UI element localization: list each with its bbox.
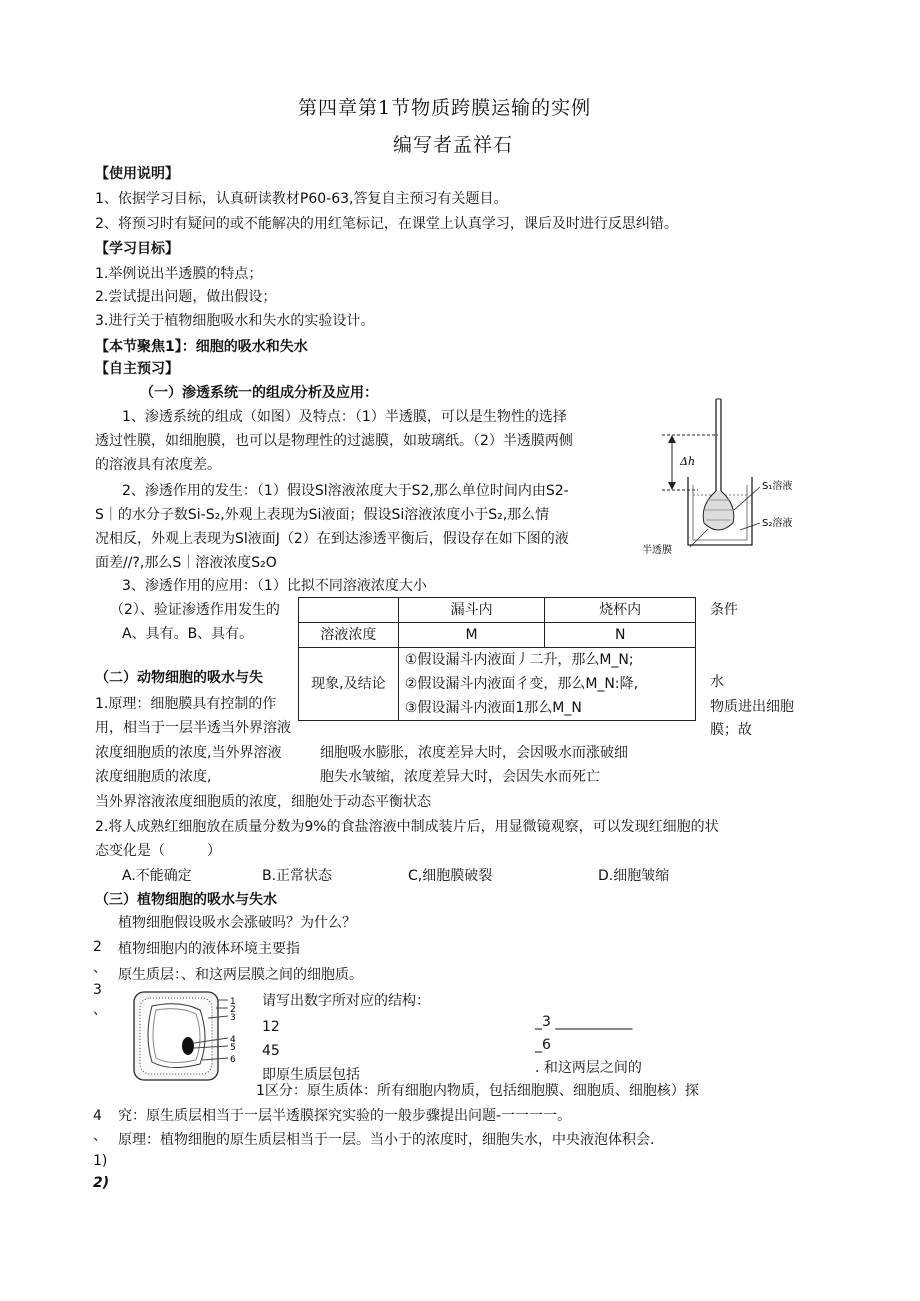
focus-heading: 【本节聚焦1】：细胞的吸水和失水 [95, 339, 308, 355]
section3-number-4: 4 [93, 1108, 102, 1124]
section3-question2: 植物细胞内的液体环境主要指 [118, 941, 300, 957]
protoplasm-layer-tail: . 和这两层之间的 [535, 1060, 642, 1076]
section1-p2-line4: 面差//?,那么S｜溶液浓度S₂O [95, 555, 277, 571]
section3-mark-1: 、 [93, 960, 107, 976]
section2-line2-tail: 膜；故 [710, 722, 752, 738]
table-row-label: 溶液浓度 [299, 623, 399, 648]
conclusion-line-1: ①假设漏斗内液面丿二升，那么M_N; [404, 652, 634, 668]
table-cell-m: M [398, 623, 545, 648]
section2-heading: （二）动物细胞的吸水与失 [95, 670, 263, 686]
goal-item-3: 3.进行关于植物细胞吸水和失水的实验设计。 [95, 313, 375, 329]
section2-line1-tail: 物质进出细胞 [710, 699, 794, 715]
table-header-row [299, 598, 696, 623]
section2-line1: 1.原理：细胞膜具有控制的作 [95, 696, 277, 712]
section2-line3-mid: 细胞吸水膨胀，浓度差异大时，会因吸水而涨破细 [320, 745, 628, 761]
question2-line2: 态变化是（ ） [95, 843, 221, 859]
option-d: D.细胞皱缩 [598, 868, 670, 884]
option-c: C,细胞膜破裂 [408, 868, 493, 884]
table-row [299, 648, 696, 721]
section1-p4-tail: 条件 [710, 602, 738, 618]
section2-line2: 用，相当于一层半透当外界溶液 [95, 720, 291, 736]
difference-line: 1区分：原生质体：所有细胞内物质，包括细胞膜、细胞质、细胞核）探 [256, 1083, 699, 1099]
preview-heading: 【自主预习】 [95, 361, 179, 377]
table-row-label: 现象,及结论 [299, 648, 399, 721]
goals-heading: 【学习目标】 [95, 241, 179, 257]
section3-question1: 植物细胞假设吸水会涨破吗？为什么？ [118, 915, 356, 931]
table-header-beaker: 烧杯内 [545, 598, 696, 623]
section1-heading: （一）渗透系统一的组成分析及应用： [140, 385, 378, 401]
section3-question3: 原生质层：、和这两层膜之间的细胞质。 [118, 967, 363, 983]
table-row [299, 623, 696, 648]
cell-label-6: 6 [230, 1055, 236, 1065]
explore-line: 究：原生质层相当于一层半透膜探究实验的一般步骤提出问题-一一一一。 [118, 1108, 572, 1124]
goal-item-1: 1.举例说出半透膜的特点； [95, 266, 263, 282]
cell-label-3: 3 [230, 1013, 236, 1023]
cell-label-2: 2 [230, 1005, 236, 1015]
plant-cell-figure [130, 988, 240, 1084]
conclusion-line-2: ②假设漏斗内液面彳变，那么M_N:降, [404, 676, 639, 692]
section1-p4: （2）、验证渗透作用发生的 [110, 602, 280, 618]
option-a: A.不能确定 [122, 868, 192, 884]
section1-p1-line1: 1、渗透系统的组成（如图）及特点：（1）半透膜，可以是生物性的选择 [122, 409, 567, 425]
section2-line4: 浓度细胞质的浓度, [95, 769, 212, 785]
label-s2: S₂溶液 [762, 518, 793, 529]
table-header-cell [299, 598, 399, 623]
section3-mark-3: 、 [93, 1128, 107, 1144]
goal-item-2: 2.尝试提出问题，做出假设； [95, 289, 277, 305]
usage-item-2: 2、将预习时有疑问的或不能解决的用红笔标记，在课堂上认真学习，课后及时进行反思纠错。 [95, 216, 678, 232]
table-header-funnel: 漏斗内 [398, 598, 545, 623]
option-b: B.正常状态 [262, 868, 333, 884]
step-2: 2) [93, 1175, 110, 1191]
structure-num-3: _3 ___________ [535, 1014, 633, 1030]
usage-heading: 【使用说明】 [95, 166, 179, 182]
section3-heading: （三）植物细胞的吸水与失水 [95, 892, 277, 908]
osmosis-apparatus-figure [640, 395, 815, 555]
section1-p1-line3: 的溶液具有浓度差。 [95, 457, 221, 473]
step-1: 1) [93, 1153, 108, 1169]
section1-p2-line1: 2、渗透作用的发生：（1）假设Sl溶液浓度大于S2,那么单位时间内由S2- [122, 483, 569, 499]
cell-label-4: 4 [230, 1035, 236, 1045]
protoplasm-layer-line: 即原生质层包括 [262, 1067, 360, 1083]
section2-line4-mid: 胞失水皱缩，浓度差异大时，会因失水而死亡 [320, 769, 600, 785]
structure-num-6: _6 [535, 1037, 551, 1053]
section1-p2-line3: 况相反，外观上表现为Sl液面J（2）在到达渗透平衡后，假设存在如下图的液 [95, 531, 569, 547]
section3-mark-2: 、 [93, 1002, 107, 1018]
section2-line5: 当外界溶液浓度细胞质的浓度，细胞处于动态平衡状态 [95, 794, 431, 810]
section1-p3: 3、渗透作用的应用：（1）比拟不同溶液浓度大小 [122, 578, 427, 594]
section3-number-2: 2 [93, 939, 102, 955]
section1-p1-line2: 透过性膜，如细胞膜，也可以是物理性的过滤膜，如玻璃纸。（2）半透膜两侧 [95, 433, 573, 449]
cell-label-1: 1 [230, 997, 236, 1007]
structure-nums-12: 12 [262, 1019, 280, 1035]
label-dh: Δh [680, 455, 696, 468]
label-s1: S₁溶液 [762, 481, 793, 492]
usage-item-1: 1、依据学习目标，认真研读教材P60-63,答复自主预习有关题目。 [95, 191, 508, 207]
structure-nums-45: 45 [262, 1043, 280, 1059]
section3-number-3: 3 [93, 982, 102, 998]
section1-p5: A、具有。B、具有。 [122, 626, 254, 642]
cell-label-5: 5 [230, 1043, 236, 1053]
author-line: 编写者孟祥石 [393, 134, 514, 156]
conclusion-line-3: ③假设漏斗内液面1那么M_N [404, 700, 582, 716]
table-conclusions-cell [398, 648, 695, 721]
table-cell-n: N [545, 623, 696, 648]
structure-prompt: 请写出数字所对应的结构： [262, 993, 430, 1009]
page-title: 第四章第1节物质跨膜运输的实例 [298, 97, 592, 119]
section2-heading-tail: 水 [710, 674, 724, 690]
section1-p2-line2: S｜的水分子数Si-S₂,外观上表现为Si液面；假设Si溶液浓度小于S₂,那么情 [95, 507, 550, 523]
concentration-table [298, 597, 696, 721]
principle-line: 原理：植物细胞的原生质层相当于一层。当小于的浓度时，细胞失水，中央液泡体积会. [118, 1132, 655, 1148]
section2-line3: 浓度细胞质的浓度,当外界溶液 [95, 745, 282, 761]
label-membrane: 半透膜 [642, 545, 672, 555]
question2-line1: 2.将人成熟红细胞放在质量分数为9%的食盐溶液中制成装片后，用显微镜观察，可以发现红细胞的状 [95, 819, 719, 835]
